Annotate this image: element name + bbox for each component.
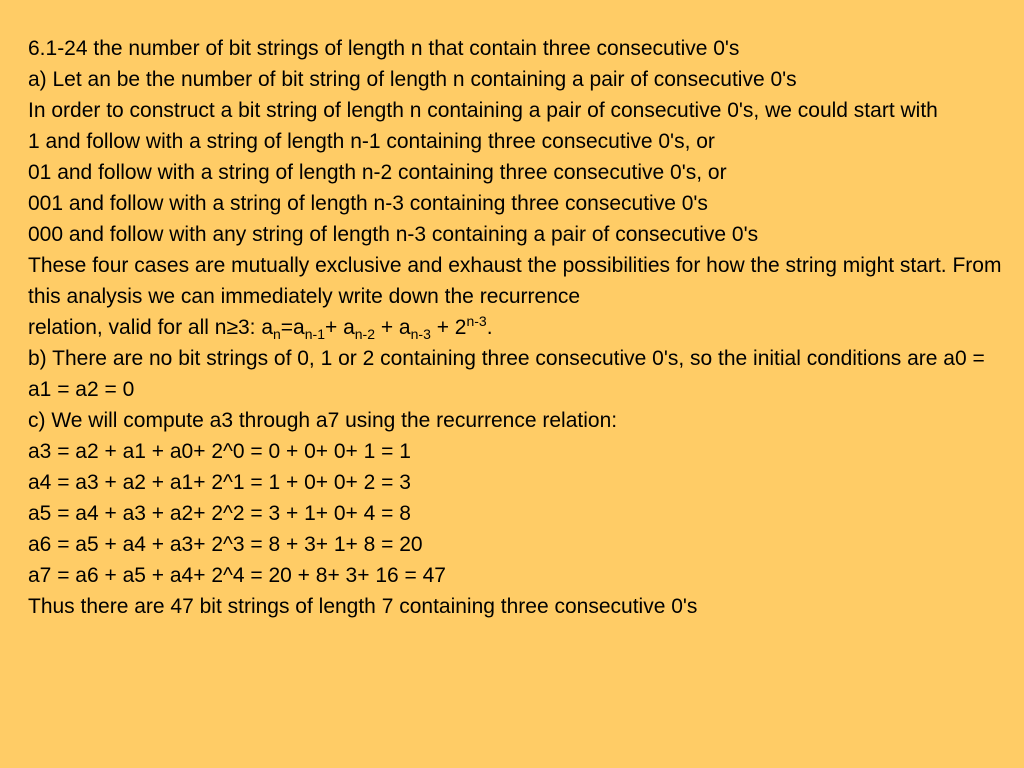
case-3: 001 and follow with a string of length n-3 containing three consecutive 0's xyxy=(28,192,708,215)
computation-a6: a6 = a5 + a4 + a3+ 2^3 = 8 + 3+ 1+ 8 = 20 xyxy=(28,533,423,556)
case-4: 000 and follow with any string of length n-3 containing a pair of consecutive 0's xyxy=(28,223,759,246)
computation-a4: a4 = a3 + a2 + a1+ 2^1 = 1 + 0+ 0+ 2 = 3 xyxy=(28,471,411,494)
computation-a7: a7 = a6 + a5 + a4+ 2^4 = 20 + 8+ 3+ 16 = 47 xyxy=(28,564,446,587)
part-a-statement: a) Let an be the number of bit string of length n containing a pair of consecutive 0's xyxy=(28,68,797,91)
recurrence-relation xyxy=(28,312,1003,343)
recurrence-plus-2: + a xyxy=(375,316,411,339)
case-1: 1 and follow with a string of length n-1 containing three consecutive 0's, or xyxy=(28,130,715,153)
problem-title: 6.1-24 the number of bit strings of length n that contain three consecutive 0's xyxy=(28,37,740,60)
subscript-n: n xyxy=(273,326,281,342)
conclusion: Thus there are 47 bit strings of length 7 containing three consecutive 0's xyxy=(28,595,698,618)
recurrence-plus-power: + 2 xyxy=(430,316,467,339)
case-2: 01 and follow with a string of length n-2 containing three consecutive 0's, or xyxy=(28,161,727,184)
analysis-text: These four cases are mutually exclusive and exhaust the possibilities for how the string might start. From this analysis we can immediately write down the recurrence xyxy=(28,254,1002,308)
geq-symbol: ≥ xyxy=(226,316,238,339)
computation-a5: a5 = a4 + a3 + a2+ 2^2 = 3 + 1+ 0+ 4 = 8 xyxy=(28,502,411,525)
recurrence-eq: =a xyxy=(280,316,305,339)
part-c-statement: c) We will compute a3 through a7 using the recurrence relation: xyxy=(28,409,618,432)
recurrence-three: 3: a xyxy=(237,316,273,339)
subscript-n-3: n-3 xyxy=(410,326,431,342)
subscript-n-2: n-2 xyxy=(354,326,375,342)
recurrence-plus-1: + a xyxy=(324,316,355,339)
subscript-n-1: n-1 xyxy=(304,326,325,342)
computation-a3: a3 = a2 + a1 + a0+ 2^0 = 0 + 0+ 0+ 1 = 1 xyxy=(28,440,411,463)
part-b-statement: b) There are no bit strings of 0, 1 or 2 containing three consecutive 0's, so the initial conditions are a0 = a1 = a2 = 0 xyxy=(28,347,985,401)
construction-intro: In order to construct a bit string of length n containing a pair of consecutive 0's, we could start with xyxy=(28,99,938,122)
slide-body xyxy=(28,33,1003,622)
recurrence-prefix: relation, valid for all n xyxy=(28,316,227,339)
superscript-n-3: n-3 xyxy=(466,313,487,329)
recurrence-period: . xyxy=(486,316,493,339)
